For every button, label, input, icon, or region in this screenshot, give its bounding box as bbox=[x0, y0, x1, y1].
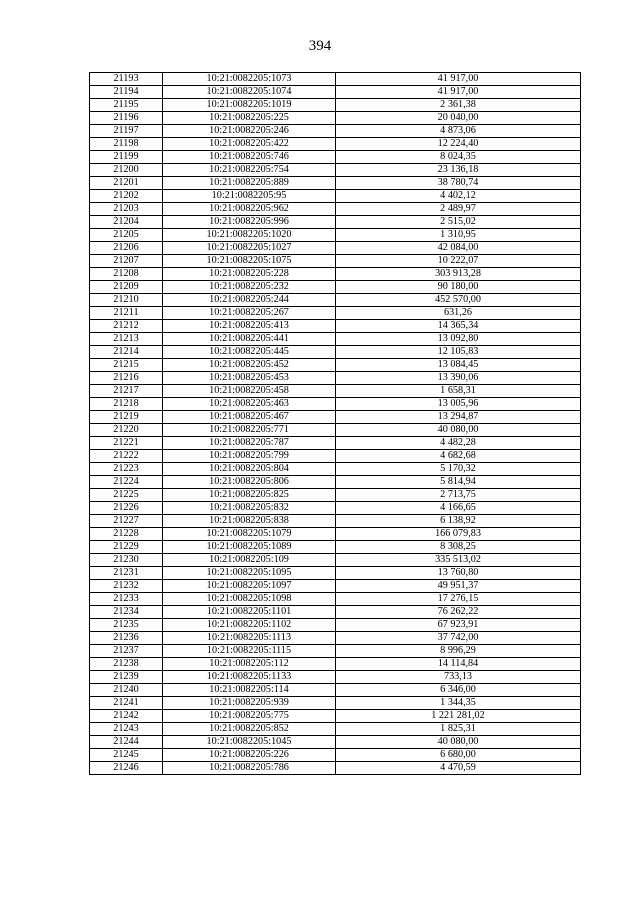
row-number-cell: 21201 bbox=[90, 177, 163, 190]
cadastral-number-cell: 10:21:0082205:771 bbox=[163, 424, 336, 437]
value-cell: 631,26 bbox=[336, 307, 581, 320]
row-number-cell: 21212 bbox=[90, 320, 163, 333]
value-cell: 13 390,06 bbox=[336, 372, 581, 385]
row-number-cell: 21215 bbox=[90, 359, 163, 372]
row-number-cell: 21196 bbox=[90, 112, 163, 125]
table-row bbox=[90, 424, 581, 437]
row-number-cell: 21214 bbox=[90, 346, 163, 359]
value-cell: 2 361,38 bbox=[336, 99, 581, 112]
table-row bbox=[90, 632, 581, 645]
row-number-cell: 21210 bbox=[90, 294, 163, 307]
table-row bbox=[90, 580, 581, 593]
cadastral-number-cell: 10:21:0082205:996 bbox=[163, 216, 336, 229]
cadastral-number-cell: 10:21:0082205:1075 bbox=[163, 255, 336, 268]
cadastral-number-cell: 10:21:0082205:962 bbox=[163, 203, 336, 216]
cadastral-number-cell: 10:21:0082205:787 bbox=[163, 437, 336, 450]
value-cell: 13 760,80 bbox=[336, 567, 581, 580]
value-cell: 2 515,02 bbox=[336, 216, 581, 229]
table-row bbox=[90, 398, 581, 411]
value-cell: 13 005,96 bbox=[336, 398, 581, 411]
value-cell: 13 092,80 bbox=[336, 333, 581, 346]
value-cell: 4 402,12 bbox=[336, 190, 581, 203]
row-number-cell: 21211 bbox=[90, 307, 163, 320]
row-number-cell: 21239 bbox=[90, 671, 163, 684]
value-cell: 4 873,06 bbox=[336, 125, 581, 138]
row-number-cell: 21204 bbox=[90, 216, 163, 229]
row-number-cell: 21243 bbox=[90, 723, 163, 736]
table-row bbox=[90, 684, 581, 697]
row-number-cell: 21221 bbox=[90, 437, 163, 450]
table-row bbox=[90, 723, 581, 736]
row-number-cell: 21209 bbox=[90, 281, 163, 294]
table-row bbox=[90, 333, 581, 346]
value-cell: 335 513,02 bbox=[336, 554, 581, 567]
cadastral-number-cell: 10:21:0082205:1027 bbox=[163, 242, 336, 255]
value-cell: 14 114,84 bbox=[336, 658, 581, 671]
table-row bbox=[90, 476, 581, 489]
cadastral-number-cell: 10:21:0082205:1095 bbox=[163, 567, 336, 580]
table-row bbox=[90, 320, 581, 333]
row-number-cell: 21230 bbox=[90, 554, 163, 567]
row-number-cell: 21232 bbox=[90, 580, 163, 593]
table-row bbox=[90, 216, 581, 229]
cadastral-number-cell: 10:21:0082205:939 bbox=[163, 697, 336, 710]
value-cell: 5 814,94 bbox=[336, 476, 581, 489]
value-cell: 12 224,40 bbox=[336, 138, 581, 151]
cadastral-number-cell: 10:21:0082205:852 bbox=[163, 723, 336, 736]
cadastral-number-cell: 10:21:0082205:453 bbox=[163, 372, 336, 385]
value-cell: 76 262,22 bbox=[336, 606, 581, 619]
value-cell: 8 024,35 bbox=[336, 151, 581, 164]
table-row bbox=[90, 710, 581, 723]
cadastral-number-cell: 10:21:0082205:1019 bbox=[163, 99, 336, 112]
row-number-cell: 21202 bbox=[90, 190, 163, 203]
row-number-cell: 21220 bbox=[90, 424, 163, 437]
table-row bbox=[90, 645, 581, 658]
table-row bbox=[90, 437, 581, 450]
cadastral-number-cell: 10:21:0082205:244 bbox=[163, 294, 336, 307]
table-row bbox=[90, 73, 581, 86]
cadastral-number-cell: 10:21:0082205:746 bbox=[163, 151, 336, 164]
cadastral-number-cell: 10:21:0082205:1102 bbox=[163, 619, 336, 632]
row-number-cell: 21197 bbox=[90, 125, 163, 138]
value-cell: 4 166,65 bbox=[336, 502, 581, 515]
row-number-cell: 21238 bbox=[90, 658, 163, 671]
row-number-cell: 21229 bbox=[90, 541, 163, 554]
row-number-cell: 21234 bbox=[90, 606, 163, 619]
table-row bbox=[90, 125, 581, 138]
table-row bbox=[90, 242, 581, 255]
value-cell: 41 917,00 bbox=[336, 86, 581, 99]
value-cell: 4 682,68 bbox=[336, 450, 581, 463]
value-cell: 5 170,32 bbox=[336, 463, 581, 476]
row-number-cell: 21195 bbox=[90, 99, 163, 112]
value-cell: 4 482,28 bbox=[336, 437, 581, 450]
row-number-cell: 21208 bbox=[90, 268, 163, 281]
value-cell: 40 080,00 bbox=[336, 736, 581, 749]
row-number-cell: 21237 bbox=[90, 645, 163, 658]
cadastral-number-cell: 10:21:0082205:1020 bbox=[163, 229, 336, 242]
value-cell: 733,13 bbox=[336, 671, 581, 684]
table-row bbox=[90, 99, 581, 112]
table-row bbox=[90, 112, 581, 125]
table-row bbox=[90, 138, 581, 151]
value-cell: 2 489,97 bbox=[336, 203, 581, 216]
row-number-cell: 21233 bbox=[90, 593, 163, 606]
cadastral-number-cell: 10:21:0082205:112 bbox=[163, 658, 336, 671]
table-row bbox=[90, 190, 581, 203]
table-row bbox=[90, 411, 581, 424]
cadastral-number-cell: 10:21:0082205:95 bbox=[163, 190, 336, 203]
cadastral-number-cell: 10:21:0082205:267 bbox=[163, 307, 336, 320]
table-row bbox=[90, 359, 581, 372]
row-number-cell: 21203 bbox=[90, 203, 163, 216]
table-row bbox=[90, 164, 581, 177]
row-number-cell: 21228 bbox=[90, 528, 163, 541]
value-cell: 13 294,87 bbox=[336, 411, 581, 424]
table-row bbox=[90, 307, 581, 320]
cadastral-number-cell: 10:21:0082205:226 bbox=[163, 749, 336, 762]
row-number-cell: 21235 bbox=[90, 619, 163, 632]
value-cell: 23 136,18 bbox=[336, 164, 581, 177]
value-cell: 14 365,34 bbox=[336, 320, 581, 333]
cadastral-number-cell: 10:21:0082205:467 bbox=[163, 411, 336, 424]
table-row bbox=[90, 671, 581, 684]
value-cell: 38 780,74 bbox=[336, 177, 581, 190]
cadastral-number-cell: 10:21:0082205:786 bbox=[163, 762, 336, 775]
value-cell: 37 742,00 bbox=[336, 632, 581, 645]
table-row bbox=[90, 255, 581, 268]
value-cell: 4 470,59 bbox=[336, 762, 581, 775]
value-cell: 20 040,00 bbox=[336, 112, 581, 125]
cadastral-number-cell: 10:21:0082205:1073 bbox=[163, 73, 336, 86]
value-cell: 12 105,83 bbox=[336, 346, 581, 359]
row-number-cell: 21194 bbox=[90, 86, 163, 99]
table-row bbox=[90, 151, 581, 164]
cadastral-number-cell: 10:21:0082205:1045 bbox=[163, 736, 336, 749]
value-cell: 41 917,00 bbox=[336, 73, 581, 86]
row-number-cell: 21244 bbox=[90, 736, 163, 749]
cadastral-number-cell: 10:21:0082205:1113 bbox=[163, 632, 336, 645]
table-row bbox=[90, 554, 581, 567]
table-row bbox=[90, 86, 581, 99]
value-cell: 90 180,00 bbox=[336, 281, 581, 294]
cadastral-number-cell: 10:21:0082205:775 bbox=[163, 710, 336, 723]
cadastral-number-cell: 10:21:0082205:1097 bbox=[163, 580, 336, 593]
value-cell: 8 308,25 bbox=[336, 541, 581, 554]
value-cell: 49 951,37 bbox=[336, 580, 581, 593]
row-number-cell: 21236 bbox=[90, 632, 163, 645]
cadastral-number-cell: 10:21:0082205:1101 bbox=[163, 606, 336, 619]
cadastral-number-cell: 10:21:0082205:246 bbox=[163, 125, 336, 138]
row-number-cell: 21218 bbox=[90, 398, 163, 411]
cadastral-number-cell: 10:21:0082205:413 bbox=[163, 320, 336, 333]
row-number-cell: 21219 bbox=[90, 411, 163, 424]
table-row bbox=[90, 268, 581, 281]
cadastral-number-cell: 10:21:0082205:838 bbox=[163, 515, 336, 528]
cadastral-number-cell: 10:21:0082205:825 bbox=[163, 489, 336, 502]
value-cell: 1 658,31 bbox=[336, 385, 581, 398]
cadastral-number-cell: 10:21:0082205:114 bbox=[163, 684, 336, 697]
table-row bbox=[90, 515, 581, 528]
value-cell: 6 680,00 bbox=[336, 749, 581, 762]
value-cell: 1 221 281,02 bbox=[336, 710, 581, 723]
table-row bbox=[90, 567, 581, 580]
table-row bbox=[90, 229, 581, 242]
row-number-cell: 21226 bbox=[90, 502, 163, 515]
cadastral-number-cell: 10:21:0082205:754 bbox=[163, 164, 336, 177]
row-number-cell: 21216 bbox=[90, 372, 163, 385]
table-row bbox=[90, 762, 581, 775]
cadastral-number-cell: 10:21:0082205:452 bbox=[163, 359, 336, 372]
row-number-cell: 21200 bbox=[90, 164, 163, 177]
row-number-cell: 21199 bbox=[90, 151, 163, 164]
cadastral-number-cell: 10:21:0082205:889 bbox=[163, 177, 336, 190]
row-number-cell: 21240 bbox=[90, 684, 163, 697]
cadastral-number-cell: 10:21:0082205:1089 bbox=[163, 541, 336, 554]
value-cell: 13 084,45 bbox=[336, 359, 581, 372]
row-number-cell: 21213 bbox=[90, 333, 163, 346]
cadastral-number-cell: 10:21:0082205:232 bbox=[163, 281, 336, 294]
cadastral-number-cell: 10:21:0082205:806 bbox=[163, 476, 336, 489]
table-row bbox=[90, 606, 581, 619]
table-row bbox=[90, 502, 581, 515]
table-row bbox=[90, 281, 581, 294]
table-row bbox=[90, 203, 581, 216]
cadastral-number-cell: 10:21:0082205:445 bbox=[163, 346, 336, 359]
table-row bbox=[90, 697, 581, 710]
cadastral-number-cell: 10:21:0082205:109 bbox=[163, 554, 336, 567]
row-number-cell: 21223 bbox=[90, 463, 163, 476]
cadastral-number-cell: 10:21:0082205:463 bbox=[163, 398, 336, 411]
row-number-cell: 21225 bbox=[90, 489, 163, 502]
cadastral-number-cell: 10:21:0082205:458 bbox=[163, 385, 336, 398]
cadastral-number-cell: 10:21:0082205:225 bbox=[163, 112, 336, 125]
table-row bbox=[90, 593, 581, 606]
registry-table-body bbox=[90, 73, 581, 775]
row-number-cell: 21217 bbox=[90, 385, 163, 398]
row-number-cell: 21207 bbox=[90, 255, 163, 268]
table-row bbox=[90, 450, 581, 463]
table-row bbox=[90, 463, 581, 476]
row-number-cell: 21241 bbox=[90, 697, 163, 710]
row-number-cell: 21224 bbox=[90, 476, 163, 489]
cadastral-number-cell: 10:21:0082205:1098 bbox=[163, 593, 336, 606]
page-number: 394 bbox=[308, 38, 332, 54]
table-row bbox=[90, 736, 581, 749]
cadastral-number-cell: 10:21:0082205:228 bbox=[163, 268, 336, 281]
row-number-cell: 21205 bbox=[90, 229, 163, 242]
row-number-cell: 21245 bbox=[90, 749, 163, 762]
table-row bbox=[90, 372, 581, 385]
value-cell: 166 079,83 bbox=[336, 528, 581, 541]
value-cell: 67 923,91 bbox=[336, 619, 581, 632]
table-row bbox=[90, 541, 581, 554]
value-cell: 40 080,00 bbox=[336, 424, 581, 437]
table-row bbox=[90, 658, 581, 671]
row-number-cell: 21227 bbox=[90, 515, 163, 528]
value-cell: 6 346,00 bbox=[336, 684, 581, 697]
cadastral-number-cell: 10:21:0082205:804 bbox=[163, 463, 336, 476]
table-row bbox=[90, 749, 581, 762]
value-cell: 17 276,15 bbox=[336, 593, 581, 606]
value-cell: 8 996,29 bbox=[336, 645, 581, 658]
table-row bbox=[90, 528, 581, 541]
table-row bbox=[90, 346, 581, 359]
registry-table bbox=[89, 72, 581, 775]
row-number-cell: 21193 bbox=[90, 73, 163, 86]
cadastral-number-cell: 10:21:0082205:832 bbox=[163, 502, 336, 515]
cadastral-number-cell: 10:21:0082205:799 bbox=[163, 450, 336, 463]
row-number-cell: 21246 bbox=[90, 762, 163, 775]
cadastral-number-cell: 10:21:0082205:1079 bbox=[163, 528, 336, 541]
cadastral-number-cell: 10:21:0082205:1133 bbox=[163, 671, 336, 684]
value-cell: 452 570,00 bbox=[336, 294, 581, 307]
row-number-cell: 21231 bbox=[90, 567, 163, 580]
cadastral-number-cell: 10:21:0082205:1074 bbox=[163, 86, 336, 99]
value-cell: 2 713,75 bbox=[336, 489, 581, 502]
value-cell: 303 913,28 bbox=[336, 268, 581, 281]
table-row bbox=[90, 489, 581, 502]
value-cell: 1 825,31 bbox=[336, 723, 581, 736]
table-row bbox=[90, 619, 581, 632]
cadastral-number-cell: 10:21:0082205:1115 bbox=[163, 645, 336, 658]
cadastral-number-cell: 10:21:0082205:422 bbox=[163, 138, 336, 151]
cadastral-number-cell: 10:21:0082205:441 bbox=[163, 333, 336, 346]
value-cell: 10 222,07 bbox=[336, 255, 581, 268]
table-row bbox=[90, 177, 581, 190]
row-number-cell: 21222 bbox=[90, 450, 163, 463]
value-cell: 1 344,35 bbox=[336, 697, 581, 710]
value-cell: 42 084,00 bbox=[336, 242, 581, 255]
row-number-cell: 21198 bbox=[90, 138, 163, 151]
row-number-cell: 21242 bbox=[90, 710, 163, 723]
table-row bbox=[90, 294, 581, 307]
row-number-cell: 21206 bbox=[90, 242, 163, 255]
table-row bbox=[90, 385, 581, 398]
value-cell: 1 310,95 bbox=[336, 229, 581, 242]
value-cell: 6 138,92 bbox=[336, 515, 581, 528]
